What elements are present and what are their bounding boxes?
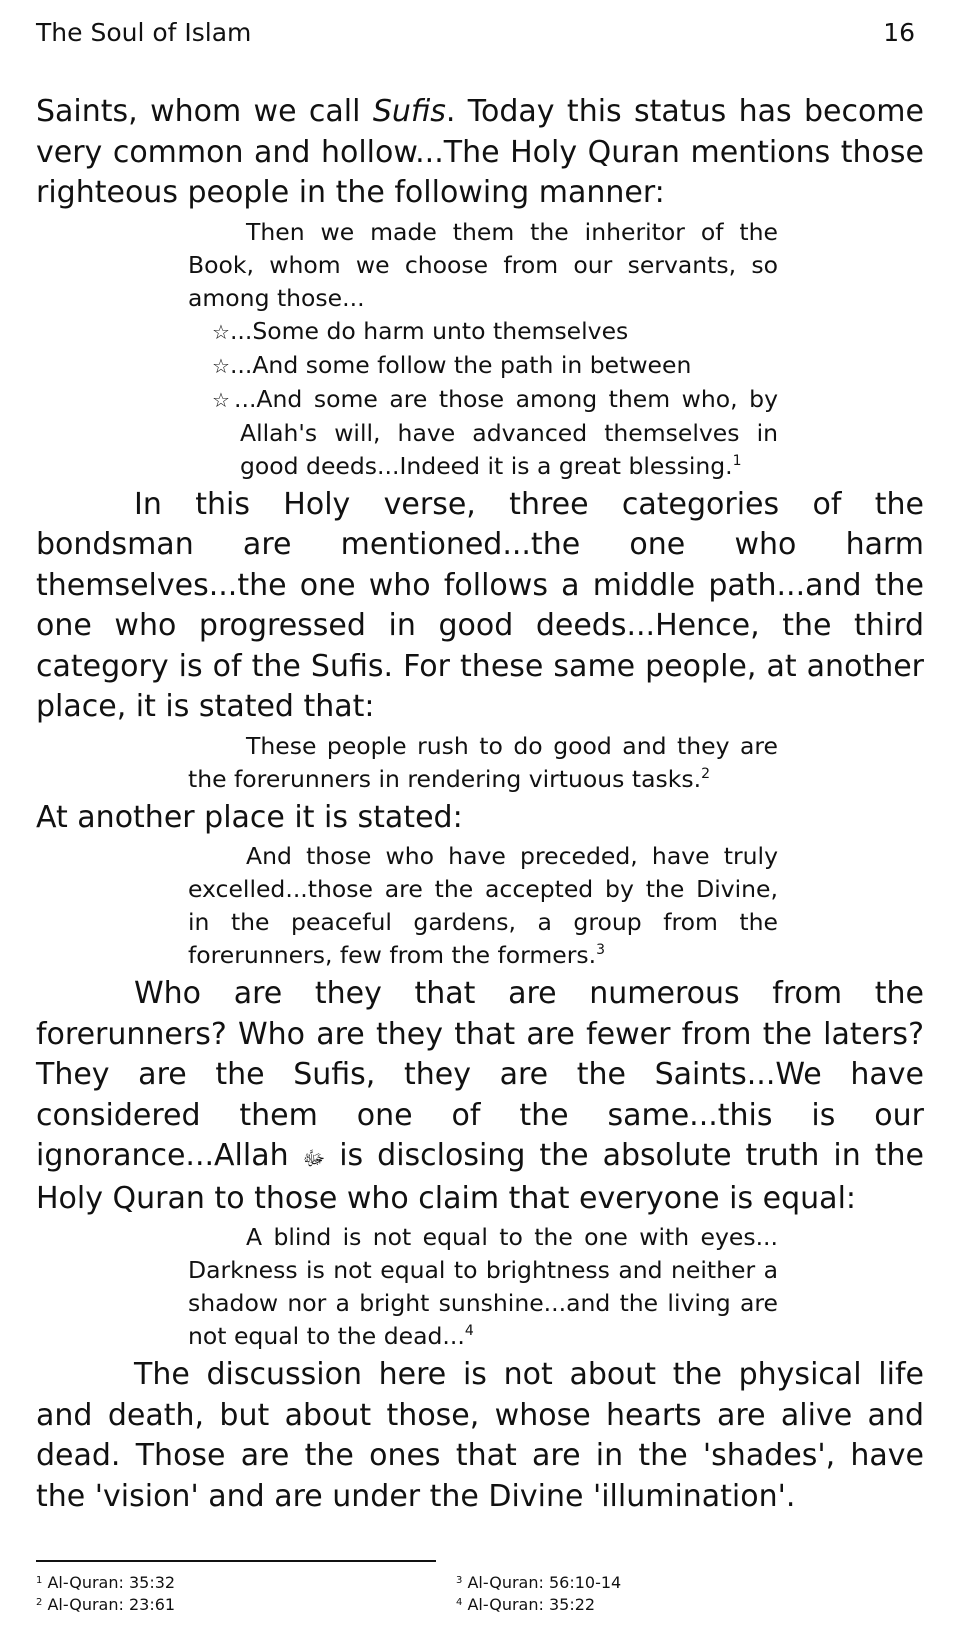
main-text <box>36 92 924 1517</box>
page-number: 16 <box>883 18 915 47</box>
paragraph-1: Saints, whom we call Sufis. Today this status has become very common and hollow...The Holy Quran mentions those righteous people in the following manner: <box>36 94 924 210</box>
quote-1-item-3: ☆...And some are those among them who, by Allah's will, have advanced themselves in good deeds...Indeed it is a great blessing.$^1$ <box>212 384 778 480</box>
star-icon: ☆ <box>212 353 230 378</box>
quote-1 <box>188 216 778 483</box>
footnote-ref-2: 2 <box>701 765 710 782</box>
footnote-2: $^2$ Al-Quran: 23:61 <box>36 1595 176 1614</box>
footnote-divider <box>36 1560 436 1562</box>
quote-1-intro: Then we made them the inheritor of the Book, whom we choose from our servants, so among those... <box>188 217 778 312</box>
star-icon: ☆ <box>212 387 235 412</box>
allah-glyph: ﷻ <box>302 1146 326 1170</box>
footnotes <box>36 1572 916 1616</box>
paragraph-5: The discussion here is not about the physical life and death, but about those, whose hearts are alive and dead. Those are the ones that are in the 'shades', have the 'vision' and are under the Divine 'illumination'. <box>36 1357 924 1514</box>
footnote-ref-4: 4 <box>464 1323 474 1339</box>
page-header <box>36 18 915 47</box>
star-icon: ☆ <box>212 319 230 344</box>
footnote-1: $^1$ Al-Quran: 35:32 <box>36 1573 176 1592</box>
footnote-4: $^4$ Al-Quran: 35:22 <box>456 1595 596 1614</box>
footnote-ref-1: 1 <box>732 452 742 469</box>
footnote-3: $^3$ Al-Quran: 56:10-14 <box>456 1573 622 1592</box>
quote-2: These people rush to do good and they are the forerunners in rendering virtuous tasks.$^2$ <box>188 731 778 793</box>
paragraph-3: At another place it is stated: <box>36 799 463 835</box>
quote-3: And those who have preceded, have truly excelled...those are the accepted by the Divine, in the peaceful gardens, a group from the forerunners, few from the formers.$^3$ <box>188 842 778 969</box>
quote-1-item-1: ☆...Some do harm unto themselves <box>212 316 629 345</box>
paragraph-4: Who are they that are numerous from the forerunners? Who are they that are fewer from the laters? They are the Sufis, they are the Saints...We have considered them one of the same...this is our ignorance...Allah ﷻ is disclosing the absolute truth in the Holy Quran to those who claim that everyone is equal: <box>36 976 924 1216</box>
footnote-ref-3: 3 <box>596 942 606 958</box>
quote-1-item-2: ☆...And some follow the path in between <box>212 350 692 379</box>
paragraph-2: In this Holy verse, three categories of the bondsman are mentioned...the one who harm themselves...the one who follows a middle path...and the one who progressed in good deeds...Hence, the third category is of the Sufis. For these same people, at another place, it is stated that: <box>36 486 924 724</box>
running-title: The Soul of Islam <box>36 18 252 47</box>
quote-4: A blind is not equal to the one with eyes... Darkness is not equal to brightness and neither a shadow nor a bright sunshine...and the living are not equal to the dead...$^4$ <box>188 1223 778 1350</box>
sufis-italic: Sufis <box>372 94 446 129</box>
